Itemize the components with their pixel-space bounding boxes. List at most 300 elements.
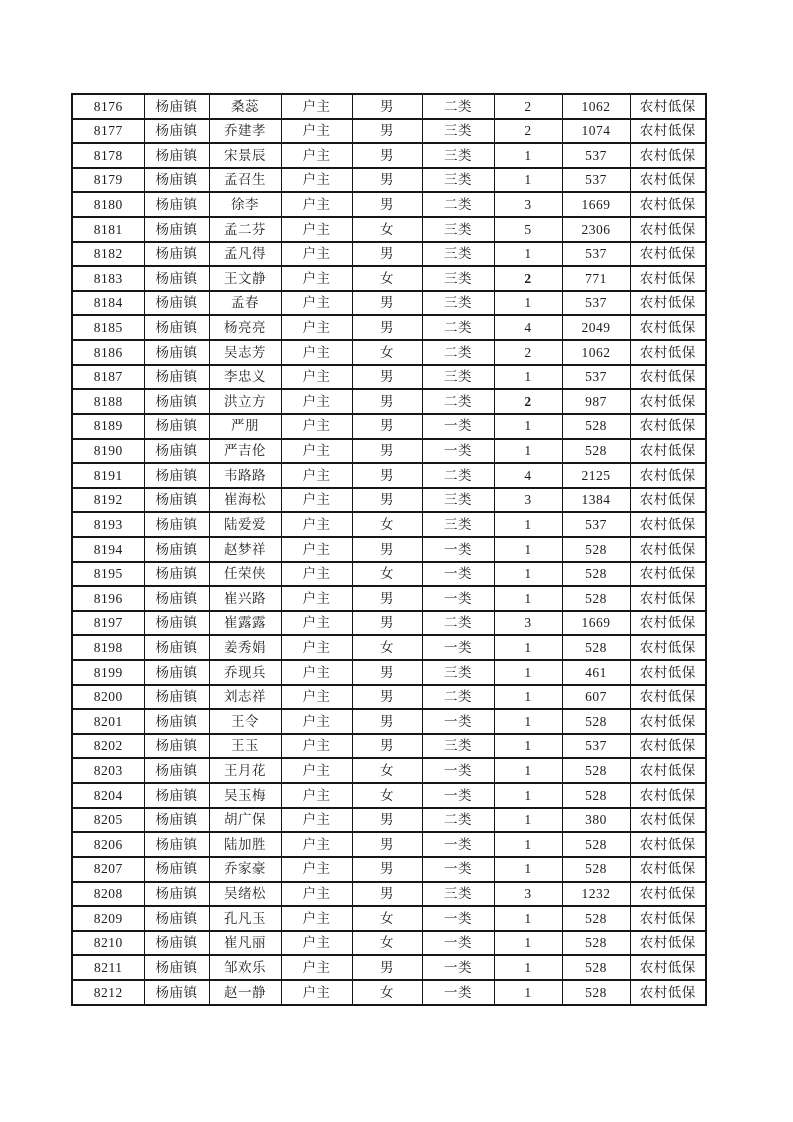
cell-town: 杨庙镇 xyxy=(144,808,209,833)
cell-name: 赵梦祥 xyxy=(209,537,281,562)
cell-amount: 2049 xyxy=(562,315,630,340)
cell-category: 三类 xyxy=(422,882,494,907)
cell-amount: 528 xyxy=(562,931,630,956)
cell-id: 8177 xyxy=(72,119,144,144)
cell-count: 1 xyxy=(494,955,562,980)
cell-category: 三类 xyxy=(422,217,494,242)
cell-gender: 男 xyxy=(352,734,422,759)
cell-type: 农村低保 xyxy=(630,955,706,980)
cell-gender: 女 xyxy=(352,783,422,808)
cell-category: 三类 xyxy=(422,242,494,267)
cell-count: 1 xyxy=(494,783,562,808)
cell-town: 杨庙镇 xyxy=(144,980,209,1005)
cell-town: 杨庙镇 xyxy=(144,340,209,365)
cell-category: 一类 xyxy=(422,586,494,611)
cell-name: 吴志芳 xyxy=(209,340,281,365)
cell-town: 杨庙镇 xyxy=(144,685,209,710)
cell-name: 赵一静 xyxy=(209,980,281,1005)
cell-town: 杨庙镇 xyxy=(144,488,209,513)
cell-gender: 男 xyxy=(352,882,422,907)
cell-name: 王令 xyxy=(209,709,281,734)
cell-id: 8181 xyxy=(72,217,144,242)
cell-relation: 户主 xyxy=(281,217,352,242)
cell-gender: 男 xyxy=(352,832,422,857)
cell-relation: 户主 xyxy=(281,94,352,119)
cell-name: 孟召生 xyxy=(209,168,281,193)
cell-town: 杨庙镇 xyxy=(144,586,209,611)
cell-type: 农村低保 xyxy=(630,119,706,144)
cell-category: 三类 xyxy=(422,168,494,193)
cell-category: 三类 xyxy=(422,660,494,685)
cell-count: 4 xyxy=(494,315,562,340)
cell-count: 3 xyxy=(494,488,562,513)
cell-gender: 男 xyxy=(352,685,422,710)
cell-gender: 男 xyxy=(352,611,422,636)
cell-name: 孟二芬 xyxy=(209,217,281,242)
cell-amount: 1232 xyxy=(562,882,630,907)
cell-gender: 女 xyxy=(352,758,422,783)
cell-town: 杨庙镇 xyxy=(144,143,209,168)
cell-type: 农村低保 xyxy=(630,734,706,759)
cell-count: 1 xyxy=(494,660,562,685)
cell-id: 8208 xyxy=(72,882,144,907)
cell-relation: 户主 xyxy=(281,562,352,587)
cell-relation: 户主 xyxy=(281,143,352,168)
cell-gender: 男 xyxy=(352,291,422,316)
cell-category: 三类 xyxy=(422,143,494,168)
table-row xyxy=(72,758,706,783)
cell-town: 杨庙镇 xyxy=(144,94,209,119)
cell-count: 1 xyxy=(494,365,562,390)
cell-town: 杨庙镇 xyxy=(144,611,209,636)
cell-category: 二类 xyxy=(422,315,494,340)
cell-town: 杨庙镇 xyxy=(144,660,209,685)
cell-name: 宋景辰 xyxy=(209,143,281,168)
table-row xyxy=(72,832,706,857)
cell-category: 一类 xyxy=(422,414,494,439)
cell-id: 8211 xyxy=(72,955,144,980)
cell-town: 杨庙镇 xyxy=(144,192,209,217)
cell-relation: 户主 xyxy=(281,365,352,390)
cell-relation: 户主 xyxy=(281,635,352,660)
cell-count: 1 xyxy=(494,758,562,783)
cell-type: 农村低保 xyxy=(630,242,706,267)
cell-type: 农村低保 xyxy=(630,685,706,710)
cell-amount: 987 xyxy=(562,389,630,414)
cell-id: 8210 xyxy=(72,931,144,956)
cell-name: 吴绪松 xyxy=(209,882,281,907)
cell-relation: 户主 xyxy=(281,758,352,783)
cell-id: 8187 xyxy=(72,365,144,390)
cell-count: 3 xyxy=(494,882,562,907)
cell-name: 李忠义 xyxy=(209,365,281,390)
table-row xyxy=(72,488,706,513)
cell-count: 1 xyxy=(494,808,562,833)
cell-relation: 户主 xyxy=(281,512,352,537)
cell-town: 杨庙镇 xyxy=(144,734,209,759)
subsidy-roster-table-body xyxy=(72,94,706,1005)
cell-name: 任荣侠 xyxy=(209,562,281,587)
cell-town: 杨庙镇 xyxy=(144,709,209,734)
cell-count: 5 xyxy=(494,217,562,242)
cell-type: 农村低保 xyxy=(630,980,706,1005)
cell-id: 8178 xyxy=(72,143,144,168)
cell-type: 农村低保 xyxy=(630,808,706,833)
cell-count: 2 xyxy=(494,94,562,119)
table-row xyxy=(72,537,706,562)
cell-category: 一类 xyxy=(422,758,494,783)
table-row xyxy=(72,709,706,734)
cell-amount: 537 xyxy=(562,168,630,193)
table-row xyxy=(72,660,706,685)
cell-relation: 户主 xyxy=(281,734,352,759)
cell-id: 8212 xyxy=(72,980,144,1005)
cell-count: 1 xyxy=(494,242,562,267)
cell-id: 8183 xyxy=(72,266,144,291)
cell-count: 1 xyxy=(494,857,562,882)
cell-category: 二类 xyxy=(422,808,494,833)
cell-type: 农村低保 xyxy=(630,414,706,439)
cell-id: 8179 xyxy=(72,168,144,193)
cell-count: 1 xyxy=(494,562,562,587)
cell-id: 8198 xyxy=(72,635,144,660)
cell-amount: 537 xyxy=(562,365,630,390)
cell-amount: 528 xyxy=(562,586,630,611)
table-row xyxy=(72,192,706,217)
table-row xyxy=(72,562,706,587)
cell-name: 桑蕊 xyxy=(209,94,281,119)
cell-id: 8184 xyxy=(72,291,144,316)
table-row xyxy=(72,906,706,931)
cell-gender: 男 xyxy=(352,242,422,267)
cell-amount: 537 xyxy=(562,512,630,537)
cell-town: 杨庙镇 xyxy=(144,882,209,907)
table-row xyxy=(72,611,706,636)
cell-id: 8202 xyxy=(72,734,144,759)
cell-relation: 户主 xyxy=(281,340,352,365)
cell-gender: 男 xyxy=(352,414,422,439)
cell-count: 1 xyxy=(494,537,562,562)
cell-type: 农村低保 xyxy=(630,562,706,587)
cell-town: 杨庙镇 xyxy=(144,168,209,193)
cell-amount: 1669 xyxy=(562,192,630,217)
cell-town: 杨庙镇 xyxy=(144,242,209,267)
cell-relation: 户主 xyxy=(281,192,352,217)
table-row xyxy=(72,242,706,267)
table-row xyxy=(72,857,706,882)
table-row xyxy=(72,635,706,660)
cell-type: 农村低保 xyxy=(630,315,706,340)
cell-id: 8209 xyxy=(72,906,144,931)
cell-count: 3 xyxy=(494,192,562,217)
table-row xyxy=(72,734,706,759)
cell-relation: 户主 xyxy=(281,611,352,636)
cell-type: 农村低保 xyxy=(630,217,706,242)
cell-category: 二类 xyxy=(422,192,494,217)
cell-town: 杨庙镇 xyxy=(144,562,209,587)
cell-name: 吴玉梅 xyxy=(209,783,281,808)
cell-gender: 男 xyxy=(352,463,422,488)
cell-name: 姜秀娟 xyxy=(209,635,281,660)
cell-town: 杨庙镇 xyxy=(144,906,209,931)
cell-gender: 男 xyxy=(352,857,422,882)
cell-name: 王月花 xyxy=(209,758,281,783)
cell-name: 严吉伦 xyxy=(209,439,281,464)
cell-relation: 户主 xyxy=(281,488,352,513)
cell-type: 农村低保 xyxy=(630,192,706,217)
cell-type: 农村低保 xyxy=(630,635,706,660)
cell-type: 农村低保 xyxy=(630,660,706,685)
cell-count: 1 xyxy=(494,414,562,439)
cell-town: 杨庙镇 xyxy=(144,832,209,857)
cell-relation: 户主 xyxy=(281,291,352,316)
cell-count: 2 xyxy=(494,340,562,365)
cell-relation: 户主 xyxy=(281,906,352,931)
cell-id: 8196 xyxy=(72,586,144,611)
cell-count: 1 xyxy=(494,685,562,710)
cell-name: 乔家豪 xyxy=(209,857,281,882)
cell-gender: 女 xyxy=(352,906,422,931)
table-row xyxy=(72,931,706,956)
cell-gender: 女 xyxy=(352,266,422,291)
table-row xyxy=(72,315,706,340)
cell-town: 杨庙镇 xyxy=(144,266,209,291)
cell-count: 3 xyxy=(494,611,562,636)
cell-gender: 男 xyxy=(352,389,422,414)
cell-category: 二类 xyxy=(422,611,494,636)
cell-category: 三类 xyxy=(422,119,494,144)
cell-amount: 528 xyxy=(562,758,630,783)
cell-type: 农村低保 xyxy=(630,611,706,636)
cell-gender: 男 xyxy=(352,94,422,119)
table-row xyxy=(72,291,706,316)
cell-count: 1 xyxy=(494,512,562,537)
table-row xyxy=(72,168,706,193)
cell-amount: 1074 xyxy=(562,119,630,144)
cell-type: 农村低保 xyxy=(630,512,706,537)
cell-town: 杨庙镇 xyxy=(144,537,209,562)
table-row xyxy=(72,94,706,119)
cell-relation: 户主 xyxy=(281,537,352,562)
cell-count: 1 xyxy=(494,635,562,660)
table-row xyxy=(72,463,706,488)
cell-gender: 男 xyxy=(352,192,422,217)
cell-type: 农村低保 xyxy=(630,758,706,783)
cell-amount: 528 xyxy=(562,562,630,587)
cell-relation: 户主 xyxy=(281,808,352,833)
cell-amount: 537 xyxy=(562,291,630,316)
table-row xyxy=(72,119,706,144)
cell-count: 1 xyxy=(494,734,562,759)
cell-count: 1 xyxy=(494,291,562,316)
cell-category: 一类 xyxy=(422,635,494,660)
cell-id: 8180 xyxy=(72,192,144,217)
cell-id: 8207 xyxy=(72,857,144,882)
table-row xyxy=(72,955,706,980)
cell-gender: 男 xyxy=(352,365,422,390)
cell-category: 二类 xyxy=(422,94,494,119)
cell-relation: 户主 xyxy=(281,832,352,857)
table-row xyxy=(72,685,706,710)
cell-amount: 528 xyxy=(562,414,630,439)
cell-category: 二类 xyxy=(422,685,494,710)
cell-id: 8203 xyxy=(72,758,144,783)
cell-name: 崔海松 xyxy=(209,488,281,513)
cell-type: 农村低保 xyxy=(630,463,706,488)
cell-name: 徐李 xyxy=(209,192,281,217)
cell-category: 一类 xyxy=(422,931,494,956)
cell-town: 杨庙镇 xyxy=(144,512,209,537)
cell-category: 一类 xyxy=(422,832,494,857)
cell-amount: 537 xyxy=(562,143,630,168)
cell-gender: 男 xyxy=(352,168,422,193)
cell-amount: 528 xyxy=(562,783,630,808)
cell-count: 1 xyxy=(494,906,562,931)
cell-type: 农村低保 xyxy=(630,143,706,168)
cell-town: 杨庙镇 xyxy=(144,439,209,464)
cell-count: 1 xyxy=(494,709,562,734)
cell-category: 三类 xyxy=(422,488,494,513)
cell-category: 二类 xyxy=(422,340,494,365)
cell-amount: 1062 xyxy=(562,94,630,119)
cell-id: 8182 xyxy=(72,242,144,267)
cell-name: 杨亮亮 xyxy=(209,315,281,340)
cell-amount: 528 xyxy=(562,980,630,1005)
cell-name: 乔现兵 xyxy=(209,660,281,685)
cell-relation: 户主 xyxy=(281,463,352,488)
cell-id: 8200 xyxy=(72,685,144,710)
cell-type: 农村低保 xyxy=(630,882,706,907)
cell-name: 王文静 xyxy=(209,266,281,291)
cell-count: 4 xyxy=(494,463,562,488)
cell-name: 韦路路 xyxy=(209,463,281,488)
cell-gender: 女 xyxy=(352,562,422,587)
cell-category: 一类 xyxy=(422,857,494,882)
cell-type: 农村低保 xyxy=(630,709,706,734)
table-row xyxy=(72,980,706,1005)
cell-amount: 537 xyxy=(562,734,630,759)
cell-relation: 户主 xyxy=(281,955,352,980)
cell-amount: 528 xyxy=(562,709,630,734)
cell-relation: 户主 xyxy=(281,389,352,414)
cell-town: 杨庙镇 xyxy=(144,758,209,783)
cell-relation: 户主 xyxy=(281,660,352,685)
cell-name: 孟春 xyxy=(209,291,281,316)
cell-town: 杨庙镇 xyxy=(144,414,209,439)
cell-type: 农村低保 xyxy=(630,389,706,414)
cell-gender: 女 xyxy=(352,512,422,537)
table-row xyxy=(72,882,706,907)
cell-type: 农村低保 xyxy=(630,586,706,611)
cell-id: 8190 xyxy=(72,439,144,464)
cell-type: 农村低保 xyxy=(630,783,706,808)
cell-name: 胡广保 xyxy=(209,808,281,833)
cell-amount: 528 xyxy=(562,635,630,660)
table-row xyxy=(72,217,706,242)
cell-count: 2 xyxy=(494,266,562,291)
cell-name: 陆爱爱 xyxy=(209,512,281,537)
cell-relation: 户主 xyxy=(281,414,352,439)
cell-relation: 户主 xyxy=(281,242,352,267)
cell-id: 8193 xyxy=(72,512,144,537)
cell-amount: 528 xyxy=(562,832,630,857)
cell-category: 一类 xyxy=(422,709,494,734)
cell-count: 1 xyxy=(494,586,562,611)
cell-gender: 男 xyxy=(352,586,422,611)
table-row xyxy=(72,414,706,439)
cell-category: 二类 xyxy=(422,389,494,414)
cell-relation: 户主 xyxy=(281,586,352,611)
cell-id: 8197 xyxy=(72,611,144,636)
cell-category: 一类 xyxy=(422,980,494,1005)
cell-type: 农村低保 xyxy=(630,168,706,193)
cell-relation: 户主 xyxy=(281,439,352,464)
cell-relation: 户主 xyxy=(281,315,352,340)
cell-relation: 户主 xyxy=(281,709,352,734)
cell-name: 王玉 xyxy=(209,734,281,759)
cell-count: 2 xyxy=(494,389,562,414)
cell-name: 陆加胜 xyxy=(209,832,281,857)
cell-town: 杨庙镇 xyxy=(144,389,209,414)
cell-relation: 户主 xyxy=(281,931,352,956)
cell-name: 崔兴路 xyxy=(209,586,281,611)
cell-amount: 1384 xyxy=(562,488,630,513)
cell-amount: 528 xyxy=(562,439,630,464)
table-row xyxy=(72,439,706,464)
cell-relation: 户主 xyxy=(281,882,352,907)
cell-gender: 男 xyxy=(352,119,422,144)
cell-id: 8195 xyxy=(72,562,144,587)
cell-relation: 户主 xyxy=(281,980,352,1005)
cell-category: 三类 xyxy=(422,734,494,759)
cell-id: 8189 xyxy=(72,414,144,439)
subsidy-roster-table xyxy=(71,93,707,1006)
cell-name: 邹欢乐 xyxy=(209,955,281,980)
cell-relation: 户主 xyxy=(281,857,352,882)
cell-name: 崔凡丽 xyxy=(209,931,281,956)
cell-category: 一类 xyxy=(422,439,494,464)
cell-category: 三类 xyxy=(422,365,494,390)
cell-name: 严朋 xyxy=(209,414,281,439)
cell-category: 三类 xyxy=(422,266,494,291)
cell-type: 农村低保 xyxy=(630,266,706,291)
cell-category: 一类 xyxy=(422,955,494,980)
cell-count: 1 xyxy=(494,168,562,193)
cell-amount: 771 xyxy=(562,266,630,291)
cell-town: 杨庙镇 xyxy=(144,365,209,390)
cell-id: 8185 xyxy=(72,315,144,340)
cell-town: 杨庙镇 xyxy=(144,931,209,956)
cell-amount: 1669 xyxy=(562,611,630,636)
cell-id: 8199 xyxy=(72,660,144,685)
cell-count: 2 xyxy=(494,119,562,144)
cell-relation: 户主 xyxy=(281,168,352,193)
table-row xyxy=(72,512,706,537)
cell-gender: 女 xyxy=(352,635,422,660)
cell-id: 8176 xyxy=(72,94,144,119)
cell-relation: 户主 xyxy=(281,783,352,808)
cell-town: 杨庙镇 xyxy=(144,955,209,980)
table-row xyxy=(72,586,706,611)
cell-count: 1 xyxy=(494,439,562,464)
cell-amount: 2125 xyxy=(562,463,630,488)
cell-gender: 女 xyxy=(352,217,422,242)
cell-amount: 2306 xyxy=(562,217,630,242)
cell-id: 8188 xyxy=(72,389,144,414)
cell-name: 孟凡得 xyxy=(209,242,281,267)
cell-type: 农村低保 xyxy=(630,857,706,882)
cell-gender: 女 xyxy=(352,931,422,956)
